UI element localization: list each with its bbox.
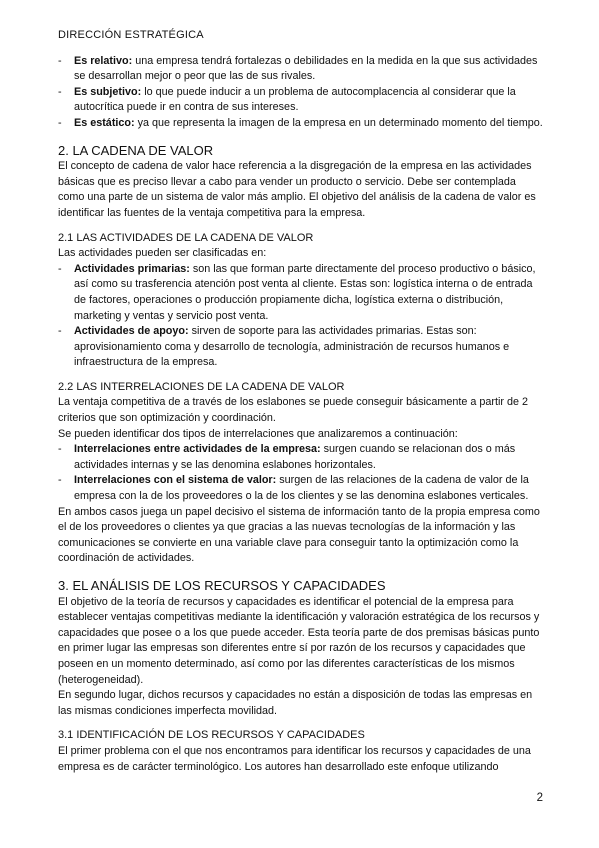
list-item	[58, 262, 544, 324]
bullet-dash: -	[58, 262, 62, 275]
bullet-text: lo que puede inducir a un problema de autocomplacencia al considerar que la autocrítica puede ir en contra de sus intereses.	[74, 85, 516, 114]
bullet-text: surgen cuando se relacionan dos o más actividades internas y se las denomina eslabones horizontales.	[74, 443, 516, 471]
bullet-dash: -	[58, 443, 62, 456]
section-3-paragraph-1: El objetivo de la teoría de recursos y capacidades es identificar el potencial de la empresa para establecer ventajas competitivas mediante la identificación y valoración estratégica de los recursos y capacidades que posee o a los que puede acceder. Esta teoría parte de dos premisas básicas punto en primer lugar las empresas son diferentes entre sí por razón de los recursos y capacidades que poseen en un momento determinado, así como por las diferentes características de los mismos (heterogeneidad).	[58, 595, 540, 686]
running-header: DIRECCIÓN ESTRATÉGICA	[58, 29, 204, 41]
section-3-1-title: 3.1 IDENTIFICACIÓN DE LOS RECURSOS Y CAPACIDADES	[58, 729, 365, 742]
list-item	[58, 324, 544, 371]
section-2-1-intro: Las actividades pueden ser clasificadas en:	[58, 247, 267, 260]
section-2-title: 2. LA CADENA DE VALOR	[58, 142, 214, 158]
section-2-2-title: 2.2 LAS INTERRELACIONES DE LA CADENA DE VALOR	[58, 380, 345, 393]
bullet-text: son las que forman parte directamente del proceso productivo o básico, así como su trasferencia atención post venta al cliente. Estas son: logística interna o de entrada de factores, operaciones o producción propiamente dicha, logística externa o distribución, marketing y ventas y servicio post venta.	[74, 262, 536, 322]
page-number: 2	[536, 792, 543, 804]
section-2-paragraph: El concepto de cadena de valor hace referencia a la disgregación de la empresa en las actividades básicas que es preciso llevar a cabo para vender un producto o servicio. Debe ser contemplada como una parte de un sistema de valor más amplio. El objetivo del análisis de la cadena de valor es identificar las fuentes de la ventaja competitiva para la empresa.	[58, 160, 536, 219]
bullet-dash: -	[58, 474, 62, 487]
list-item	[58, 116, 544, 132]
bullet-text: sirven de soporte para las actividades primarias. Estas son: aprovisionamiento coma y desarrollo de tecnología, administración de recursos humanos e infraestructura de la empresa.	[74, 325, 510, 369]
bullet-term: Es relativo:	[74, 54, 133, 67]
bullet-term: Interrelaciones entre actividades de la empresa:	[74, 443, 321, 456]
bullet-text: surgen de las relaciones de la cadena de valor de la empresa con la de los proveedores o la de los clientes y se las denomina eslabones verticales.	[74, 474, 529, 503]
section-2-1-bullet-list	[58, 262, 544, 371]
bullet-term: Es estático:	[74, 116, 135, 129]
section-2-2-bullet-list	[58, 442, 544, 504]
section-2-2-paragraph-3: En ambos casos juega un papel decisivo el sistema de información tanto de la propia empresa como el de los proveedores o clientes ya que gracias a las nuevas tecnologías de la información y las comunicaciones se convierte en una variable clave para conseguir tanto la optimización como la coordinación de actividades.	[58, 505, 540, 565]
bullet-text: ya que representa la imagen de la empresa en un determinado momento del tiempo.	[134, 116, 543, 129]
bullet-dash: -	[58, 85, 62, 98]
bullet-term: Interrelaciones con el sistema de valor:	[74, 474, 277, 487]
bullet-text: una empresa tendrá fortalezas o debilidades en la medida en la que sus actividades se desarrollan mejor o peor que las de sus rivales.	[74, 54, 538, 83]
bullet-term: Es subjetivo:	[74, 85, 142, 98]
bullet-term: Actividades primarias:	[74, 262, 190, 275]
bullet-dash: -	[58, 116, 62, 129]
bullet-dash: -	[58, 54, 62, 67]
list-item	[58, 442, 544, 473]
list-item	[58, 85, 544, 116]
section-3-title: 3. EL ANÁLISIS DE LOS RECURSOS Y CAPACIDADES	[58, 578, 386, 593]
list-item	[58, 473, 544, 504]
section-2-2-paragraph-2: Se pueden identificar dos tipos de interrelaciones que analizaremos a continuación:	[58, 427, 458, 440]
intro-bullet-list	[58, 54, 544, 132]
list-item	[58, 54, 544, 85]
section-2-1-title: 2.1 LAS ACTIVIDADES DE LA CADENA DE VALOR	[58, 231, 314, 244]
document-page	[58, 28, 544, 775]
bullet-dash: -	[58, 325, 62, 338]
section-3-1-paragraph: El primer problema con el que nos encontramos para identificar los recursos y capacidades de una empresa es de carácter terminológico. Los autores han desarrollado este enfoque utilizando	[58, 744, 531, 773]
section-3-paragraph-2: En segundo lugar, dichos recursos y capacidades no están a disposición de todas las empresas en las mismas condiciones imperfecta movilidad.	[58, 689, 533, 717]
section-2-2-paragraph-1: La ventaja competitiva de a través de los eslabones se puede conseguir básicamente a partir de 2 criterios que son optimización y coordinación.	[58, 396, 528, 425]
bullet-term: Actividades de apoyo:	[74, 325, 189, 338]
